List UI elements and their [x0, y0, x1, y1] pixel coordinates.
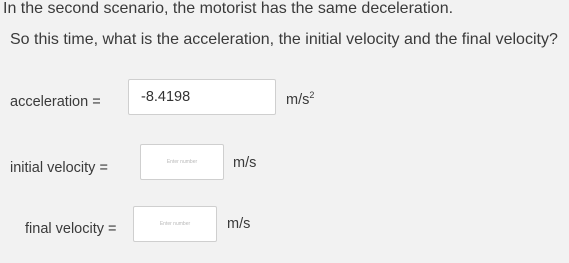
question-line-2: So this time, what is the acceleration, the initial velocity and the final velocity?	[10, 31, 558, 48]
question-line-1: In the second scenario, the motorist has the same deceleration.	[3, 0, 454, 17]
final-velocity-unit: m/s	[227, 216, 251, 232]
final-velocity-label: final velocity =	[25, 221, 117, 237]
acceleration-unit: $m/s^2$	[286, 90, 315, 108]
initial-velocity-unit: m/s	[233, 155, 257, 171]
acceleration-input[interactable]	[128, 79, 276, 115]
acceleration-label: acceleration =	[10, 94, 101, 110]
final-velocity-input[interactable]	[133, 206, 217, 242]
initial-velocity-input[interactable]	[140, 144, 224, 180]
initial-velocity-label: initial velocity =	[10, 160, 108, 176]
